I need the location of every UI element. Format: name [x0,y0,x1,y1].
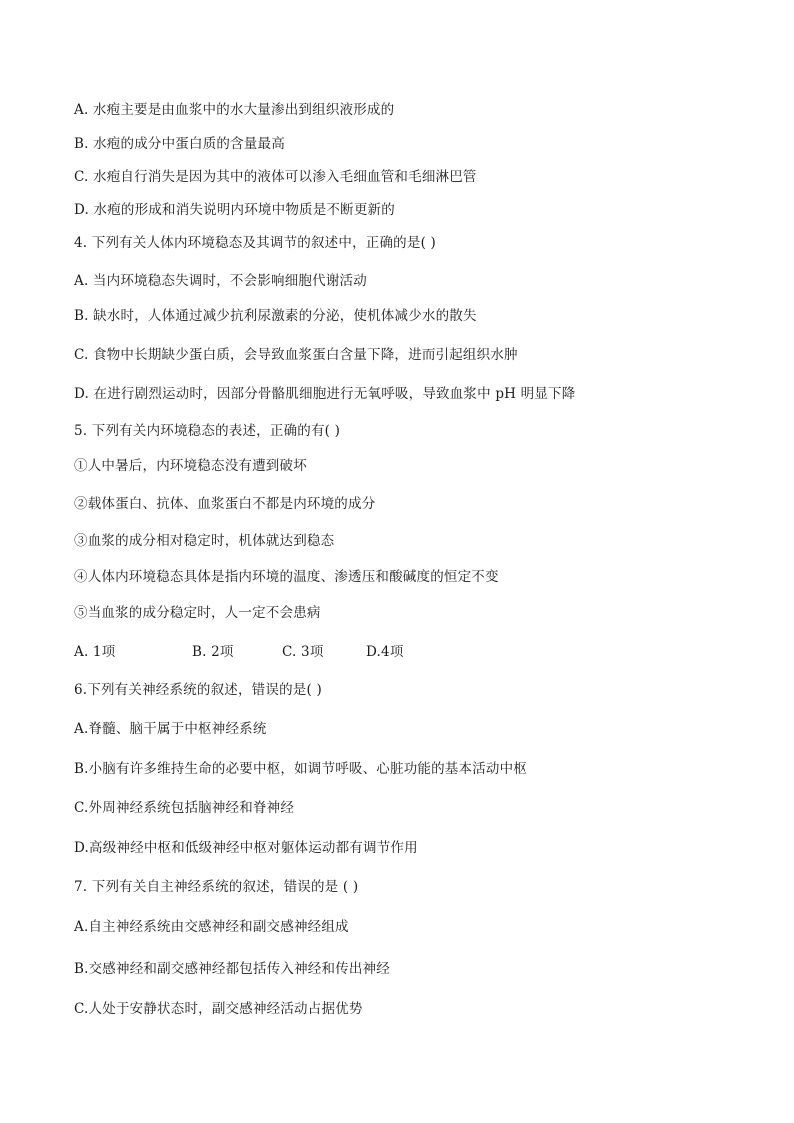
q5-statement-2: ②载体蛋白、抗体、血浆蛋白不都是内环境的成分 [74,496,376,512]
q5-option-a: A. 1项 [74,644,116,660]
q7-option-a: A.自主神经系统由交感神经和副交感神经组成 [74,919,349,935]
q5-option-b: B. 2项 [192,644,234,660]
q4-option-d: D. 在进行剧烈运动时，因部分骨骼肌细胞进行无氧呼吸，导致血浆中 pH 明显下降 [74,386,576,402]
q4-option-b: B. 缺水时，人体通过减少抗利尿激素的分泌，使机体减少水的散失 [74,308,477,324]
q6-stem: 6.下列有关神经系统的叙述，错误的是( ) [74,682,322,698]
q5-statement-3: ③血浆的成分相对稳定时，机体就达到稳态 [74,533,335,549]
q6-option-c: C.外周神经系统包括脑神经和脊神经 [74,800,295,816]
q7-stem: 7. 下列有关自主神经系统的叙述，错误的是 ( ) [74,879,359,895]
q6-option-a: A.脊髓、脑干属于中枢神经系统 [74,721,267,737]
q3-option-b: B. 水疱的成分中蛋白质的含量最高 [74,136,285,152]
q5-statement-5: ⑤当血浆的成分稳定时，人一定不会患病 [74,605,321,621]
q4-stem: 4. 下列有关人体内环境稳态及其调节的叙述中，正确的是( ) [74,235,436,251]
q5-statement-4: ④人体内环境稳态具体是指内环境的温度、渗透压和酸碱度的恒定不变 [74,569,499,585]
q5-options-row [74,643,404,661]
q3-option-c: C. 水疱自行消失是因为其中的液体可以渗入毛细血管和毛细淋巴管 [74,169,477,185]
q7-option-b: B.交感神经和副交感神经都包括传入神经和传出神经 [74,961,391,977]
q6-option-b: B.小脑有许多维持生命的必要中枢，如调节呼吸、心脏功能的基本活动中枢 [74,761,528,777]
q5-option-d: D.4项 [366,644,404,660]
q3-option-d: D. 水疱的形成和消失说明内环境中物质是不断更新的 [74,202,395,218]
q3-option-a: A. 水疱主要是由血浆中的水大量渗出到组织液形成的 [74,102,395,118]
q4-option-c: C. 食物中长期缺少蛋白质，会导致血浆蛋白含量下降，进而引起组织水肿 [74,347,518,363]
q4-option-a: A. 当内环境稳态失调时，不会影响细胞代谢活动 [74,273,367,289]
q5-stem: 5. 下列有关内环境稳态的表述，正确的有( ) [74,423,341,439]
q5-statement-1: ①人中暑后，内环境稳态没有遭到破坏 [74,458,307,474]
q6-option-d: D.高级神经中枢和低级神经中枢对躯体运动都有调节作用 [74,840,418,856]
q5-option-c: C. 3项 [282,644,324,660]
q7-option-c: C.人处于安静状态时，副交感神经活动占据优势 [74,1001,363,1017]
